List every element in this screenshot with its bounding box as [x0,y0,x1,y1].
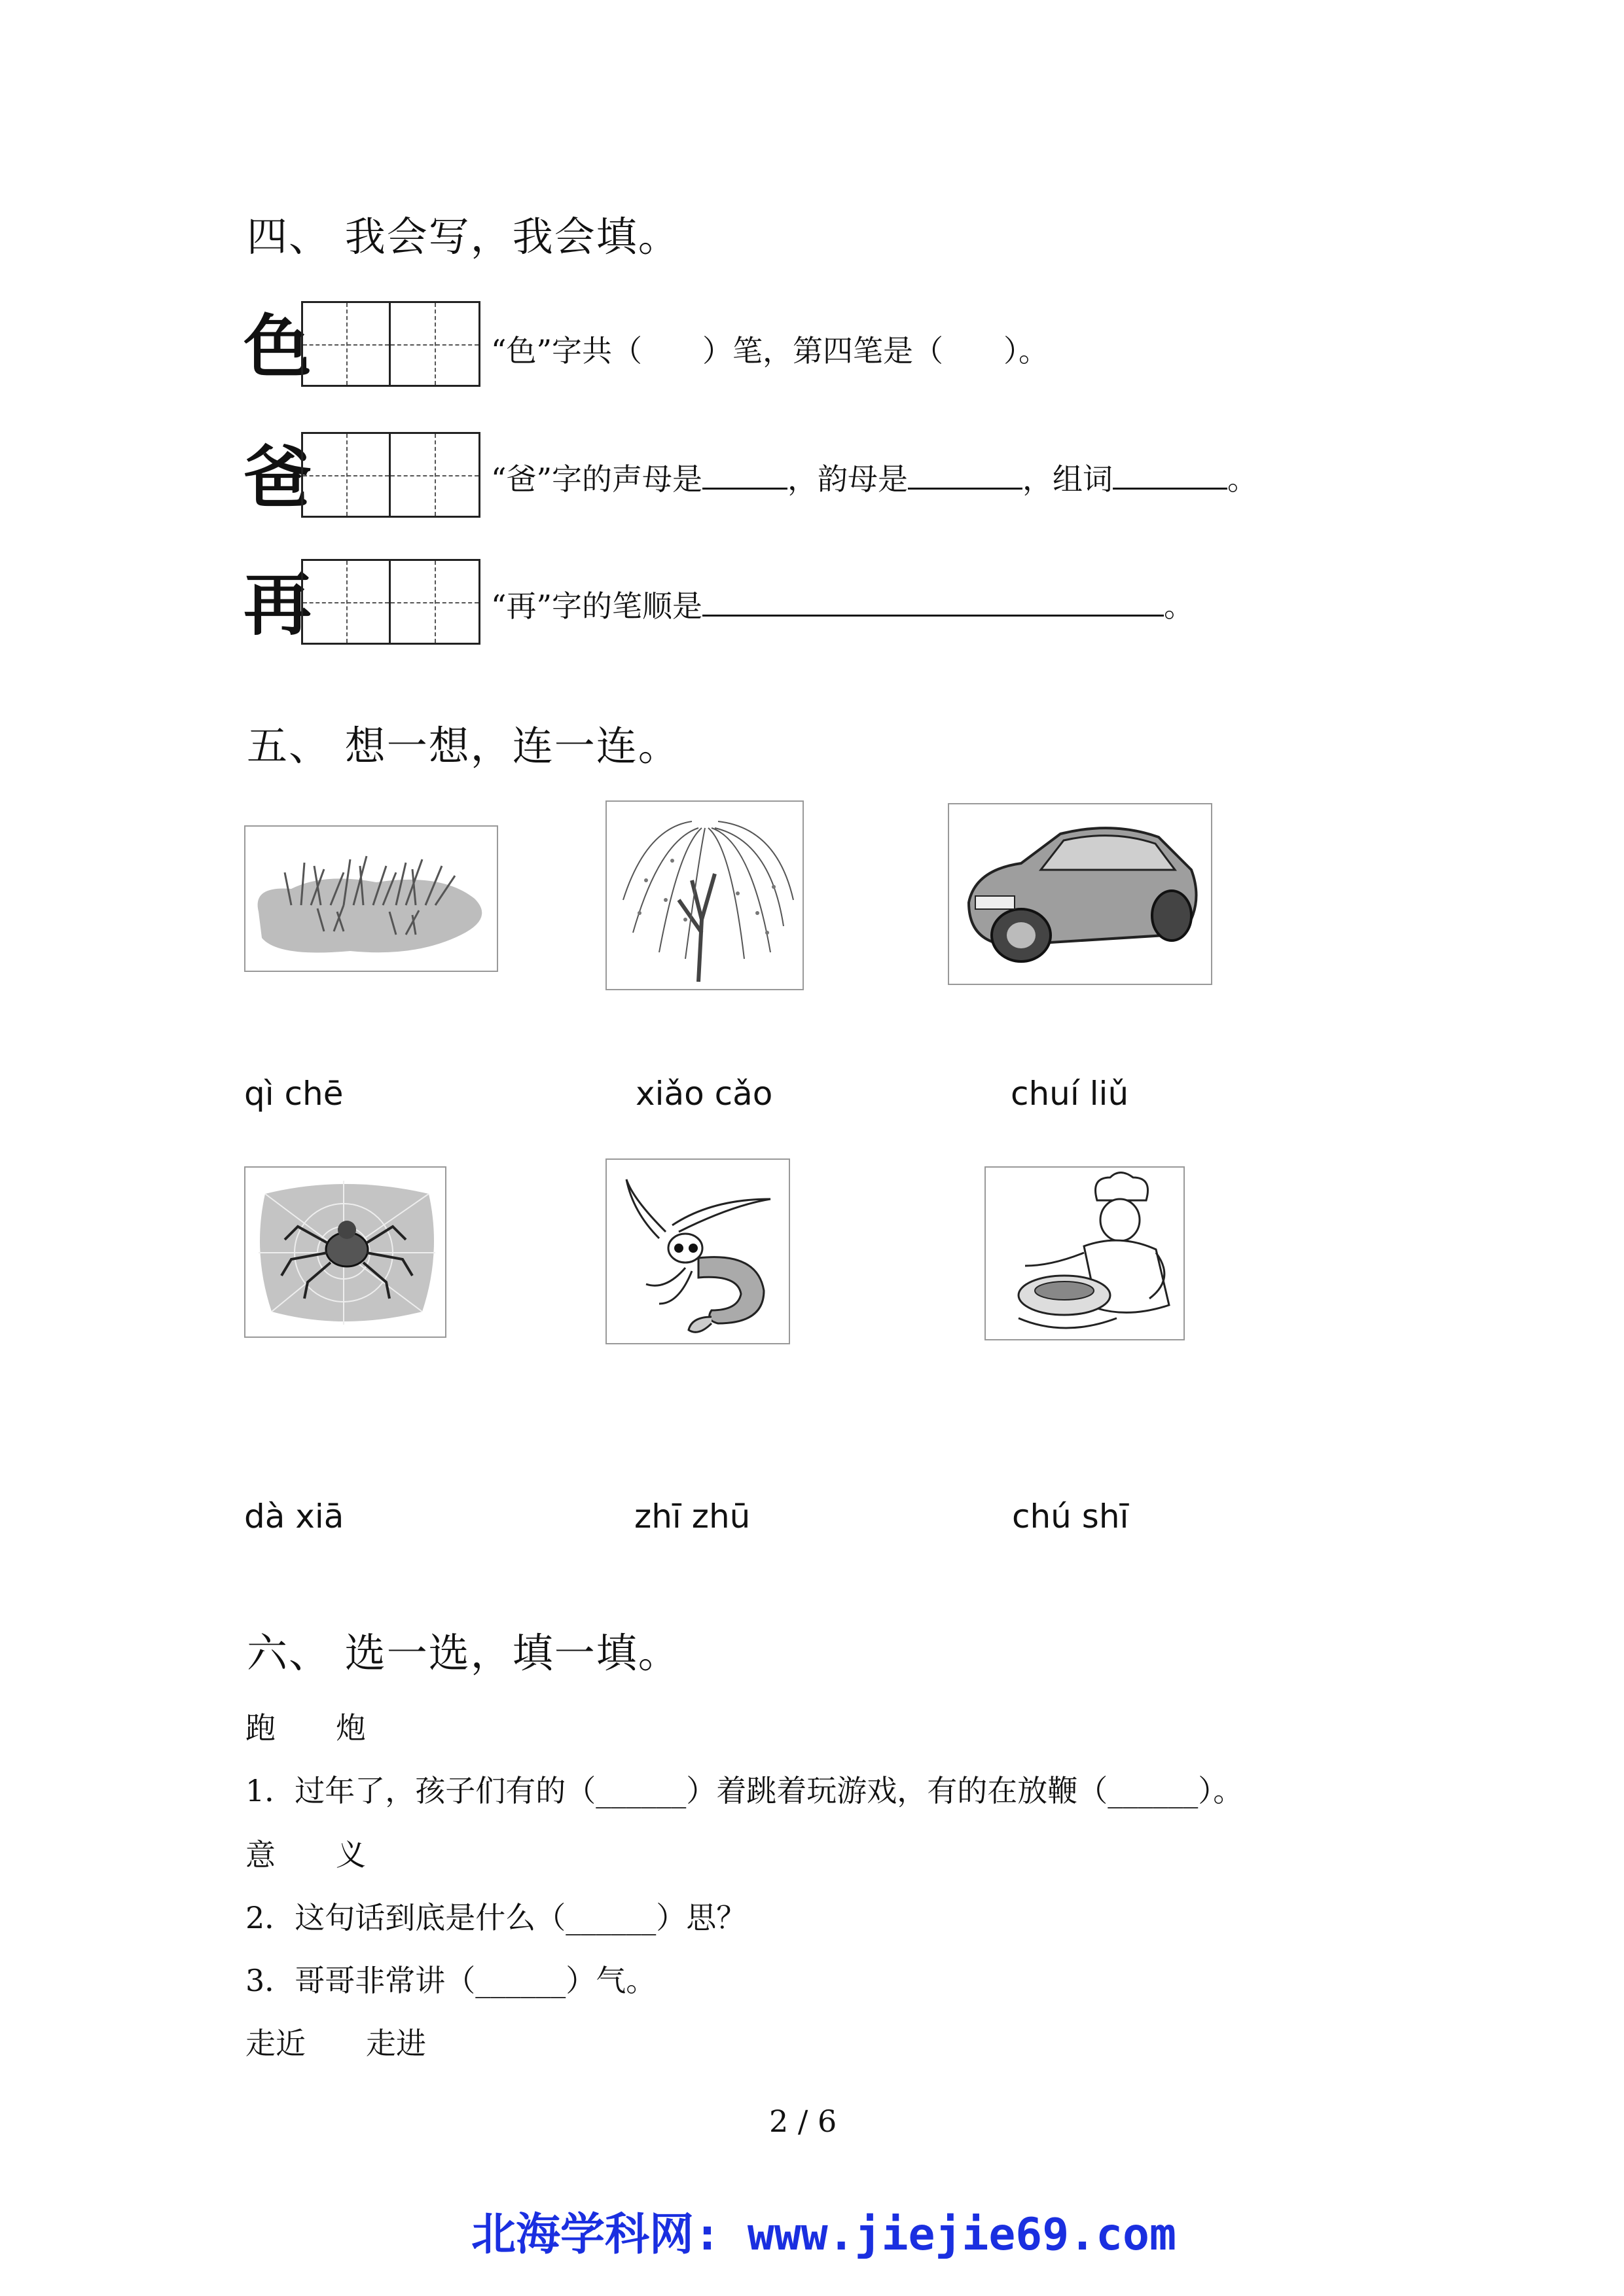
character-se: 色 [244,306,312,387]
final-blank[interactable] [908,457,1022,490]
section-5-title: 五、 想一想，连一连。 [247,722,680,770]
writing-grid-zai[interactable] [301,559,480,645]
character-ba: 爸 [244,437,312,518]
shrimp-picture[interactable] [605,1158,790,1344]
section-4-title: 四、 我会写，我会填。 [247,213,680,260]
question-2[interactable]: 2．这句话到底是什么（______）思？ [245,1900,747,1935]
character-zai: 再 [244,564,312,645]
shrimp-illustration [607,1160,789,1343]
willow-picture[interactable] [605,800,804,990]
section-6-title: 六、 选一选，填一填。 [247,1629,680,1677]
pinyin-xiao-cao[interactable]: xiǎo cǎo [636,1075,773,1113]
word-choice-zoujin: 走近 走进 [245,2026,426,2061]
writing-grid-se[interactable] [301,301,480,387]
pinyin-zhi-zhu[interactable]: zhī zhū [634,1498,751,1535]
willow-illustration [607,802,803,989]
word-choice-yi: 意 义 [245,1837,366,1873]
word-choice-pao: 跑 炮 [245,1710,366,1746]
pinyin-qi-che[interactable]: qì chē [244,1075,344,1113]
writing-grid-ba[interactable] [301,432,480,518]
car-illustration [949,804,1211,984]
chef-picture[interactable] [984,1166,1185,1340]
spider-illustration [245,1168,445,1336]
pinyin-chu-shi[interactable]: chú shī [1012,1498,1129,1535]
page-number: 2 / 6 [769,2104,837,2139]
row-zai-text: “再”字的笔顺是 。 [491,583,1194,626]
pinyin-chui-liu[interactable]: chuí liǔ [1011,1075,1129,1113]
pinyin-da-xia[interactable]: dà xiā [244,1498,344,1535]
word-blank[interactable] [1113,457,1227,490]
footer-watermark: 北海学科网: www.jiejie69.com [471,2209,1176,2261]
row-se-text: “色”字共（ ）笔，第四笔是（ ）。 [491,333,1049,368]
chef-illustration [986,1168,1183,1339]
question-3[interactable]: 3．哥哥非常讲（______）气。 [245,1963,657,1998]
row-ba-text: “爸”字的声母是 ，韵母是 ，组词 。 [491,456,1257,499]
question-1[interactable]: 1．过年了，孩子们有的（______）着跳着玩游戏，有的在放鞭（______）。 [245,1773,1244,1808]
grass-illustration [245,827,497,971]
initial-blank[interactable] [702,457,787,490]
spider-picture[interactable] [244,1166,446,1338]
car-picture[interactable] [948,803,1212,985]
grass-picture[interactable] [244,825,498,972]
stroke-order-blank[interactable] [702,584,1164,617]
